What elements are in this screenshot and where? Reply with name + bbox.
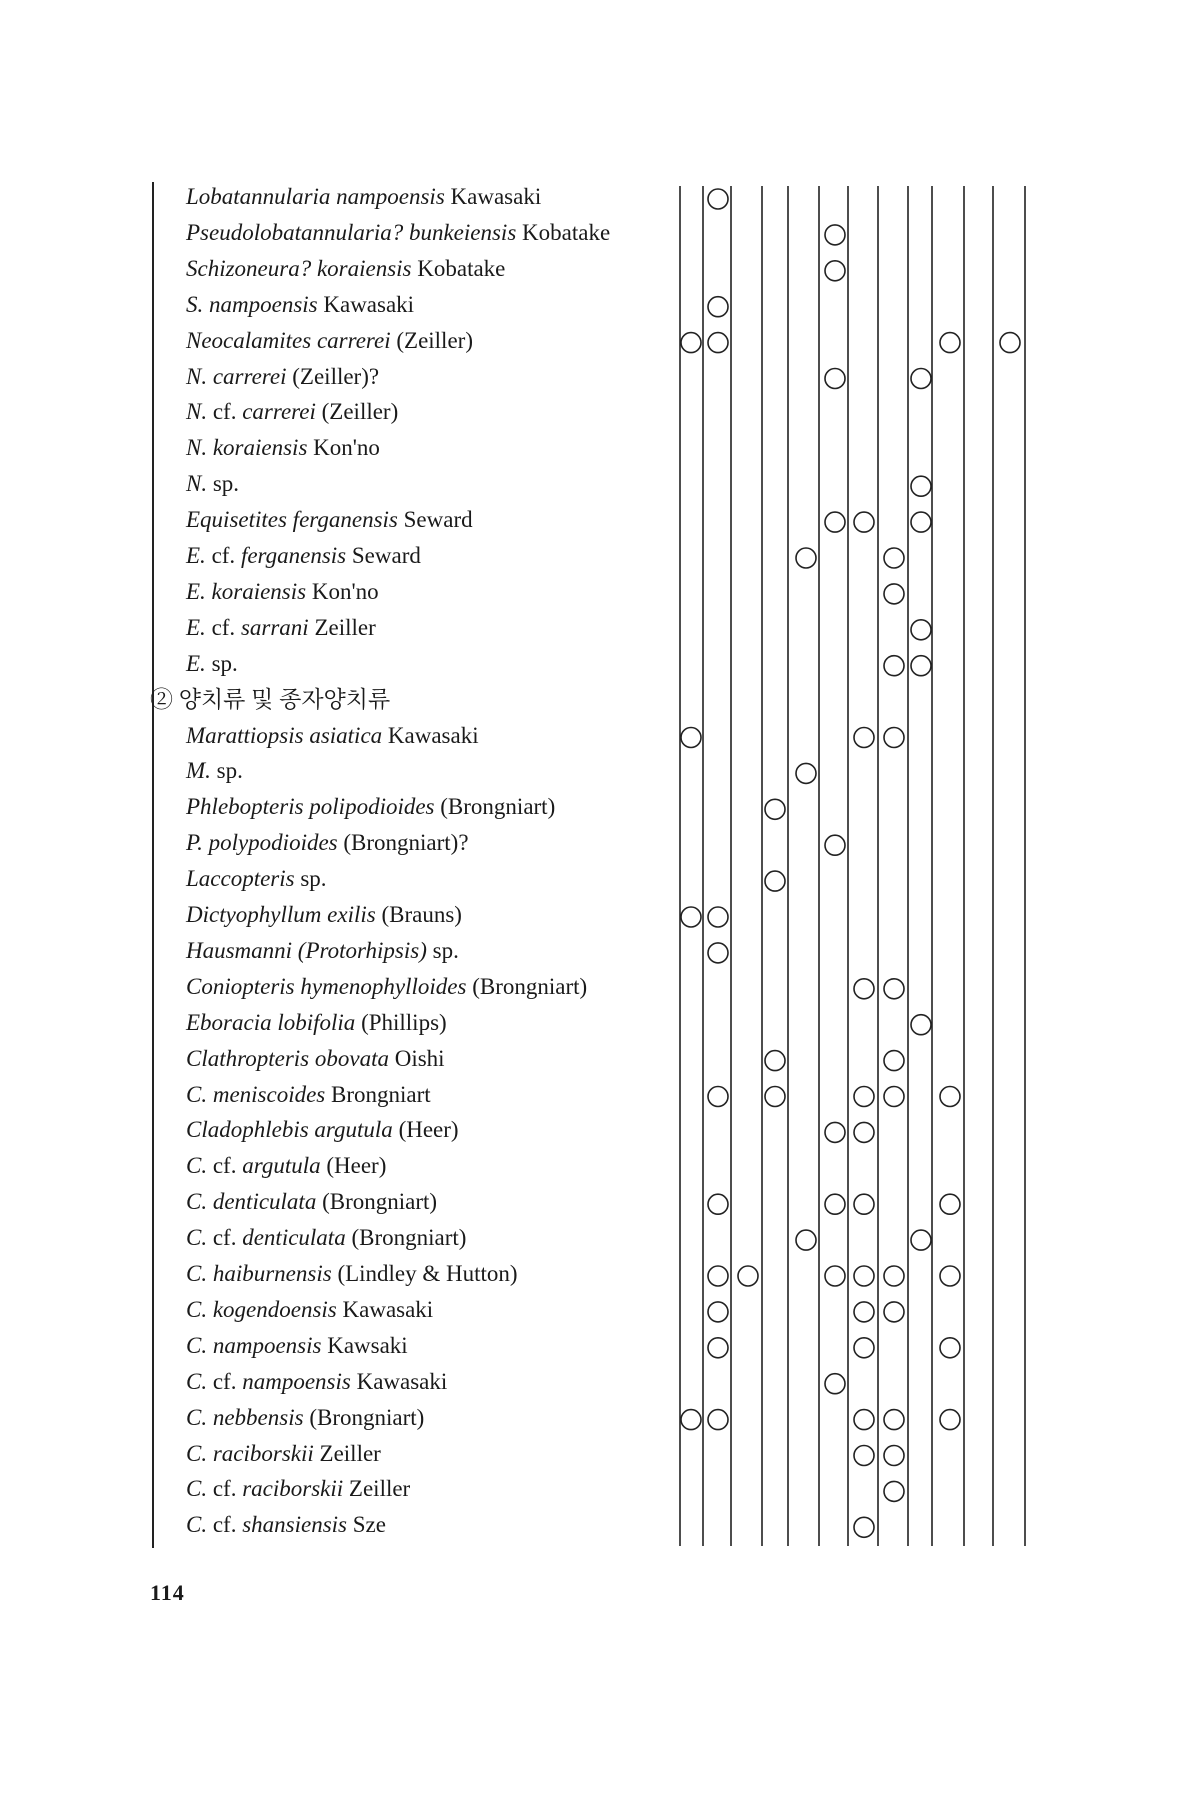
taxon-name: E. koraiensis: [186, 578, 307, 604]
species-name: [186, 1295, 433, 1325]
species-name: [186, 182, 541, 212]
occurrence-circle-icon: [708, 907, 728, 927]
species-name: [186, 756, 243, 786]
occurrence-circle-icon: [708, 333, 728, 353]
occurrence-circle-icon: [854, 1302, 874, 1322]
taxon-author: sp.: [426, 937, 459, 963]
species-name: [186, 828, 469, 858]
occurrence-circle-icon: [940, 1410, 960, 1430]
occurrence-circle-icon: [911, 620, 931, 640]
species-name: [186, 1403, 424, 1433]
taxon-name: raciborskii: [242, 1476, 344, 1502]
species-name: [186, 433, 380, 463]
taxon-name: Marattiopsis asiatica: [186, 722, 383, 748]
occurrence-circle-icon: [911, 369, 931, 389]
taxon-author: (Zeiller): [315, 399, 399, 425]
taxon-name: E.: [186, 614, 206, 640]
taxon-author: Zeiller: [343, 1476, 411, 1502]
species-name: [186, 326, 473, 356]
occurrence-circle-icon: [854, 979, 874, 999]
taxon-name: C. meniscoides: [186, 1081, 326, 1107]
occurrence-circle-icon: [884, 1087, 904, 1107]
species-name: [186, 900, 462, 930]
species-name: [186, 1115, 459, 1145]
species-name: [186, 541, 421, 571]
taxon-name: C.: [186, 1368, 208, 1394]
taxon-name: S. nampoensis: [186, 291, 318, 317]
taxon-author: sp.: [205, 650, 238, 676]
taxon-author: Kawasaki: [350, 1368, 448, 1394]
species-name: [186, 1223, 466, 1253]
taxon-author: sp.: [210, 758, 243, 784]
taxon-author: cf.: [207, 1225, 243, 1251]
occurrence-circle-icon: [765, 799, 785, 819]
species-name: [186, 1080, 431, 1110]
taxon-name: ferganensis: [240, 543, 347, 568]
occurrence-circle-icon: [854, 1338, 874, 1358]
section-heading-label: ② 양치류 및 종자양치류: [150, 686, 391, 712]
occurrence-circle-icon: [884, 548, 904, 568]
taxon-name: N. carrerei: [186, 363, 287, 389]
taxon-name: C.: [186, 1225, 208, 1251]
occurrence-circle-icon: [825, 1266, 845, 1286]
occurrence-circle-icon: [854, 512, 874, 532]
taxon-author: Kobatake: [516, 219, 611, 245]
taxon-author: Zeiller: [308, 614, 376, 640]
taxon-author: sp.: [294, 866, 327, 892]
occurrence-circle-icon: [884, 656, 904, 676]
taxon-name: Equisetites ferganensis: [186, 507, 398, 533]
occurrence-circle-icon: [796, 763, 816, 783]
occurrence-circle-icon: [940, 1194, 960, 1214]
taxon-name: Eboracia lobifolia: [186, 1009, 356, 1035]
taxon-name: sarrani: [240, 614, 309, 640]
taxon-name: Laccopteris: [186, 866, 295, 892]
occurrence-circle-icon: [884, 1266, 904, 1286]
taxon-author: Kawasaki: [336, 1296, 434, 1322]
species-name: [186, 613, 376, 643]
taxon-name: Pseudolobatannularia? bunkeiensis: [186, 219, 517, 245]
species-name: [186, 936, 459, 966]
species-name: [186, 218, 610, 248]
taxon-author: Kawasaki: [382, 722, 479, 748]
occurrence-circle-icon: [1000, 333, 1020, 353]
taxon-author: Sze: [347, 1512, 386, 1538]
occurrence-circle-icon: [825, 369, 845, 389]
taxon-author: cf.: [207, 399, 243, 425]
taxon-name: Neocalamites carrerei: [186, 327, 391, 353]
occurrence-circle-icon: [854, 1517, 874, 1537]
occurrence-circle-icon: [681, 907, 701, 927]
occurrence-circle-icon: [911, 1015, 931, 1035]
occurrence-circle-icon: [708, 1338, 728, 1358]
species-name: [186, 505, 473, 535]
taxon-author: cf.: [207, 1368, 243, 1394]
species-name: [186, 1187, 437, 1217]
occurrence-circle-icon: [825, 1122, 845, 1142]
occurrence-circle-icon: [708, 943, 728, 963]
taxon-name: P. polypodioides: [186, 830, 338, 856]
occurrence-circle-icon: [825, 1194, 845, 1214]
species-name: [186, 972, 587, 1002]
taxon-name: nampoensis: [242, 1368, 351, 1394]
taxon-author: cf.: [205, 614, 241, 640]
taxon-author: Brongniart: [325, 1081, 431, 1107]
occurrence-circle-icon: [854, 1087, 874, 1107]
species-name: [186, 1259, 518, 1289]
species-name: [186, 254, 505, 284]
taxon-author: (Lindley & Hutton): [331, 1261, 518, 1286]
taxon-author: Kobatake: [411, 255, 506, 281]
species-name: [186, 469, 239, 499]
occurrence-circle-icon: [825, 835, 845, 855]
taxon-author: Seward: [397, 507, 473, 533]
occurrence-circle-icon: [940, 333, 960, 353]
occurrence-circle-icon: [765, 1087, 785, 1107]
taxon-name: Cladophlebis argutula: [186, 1117, 393, 1143]
taxon-author: (Heer): [392, 1117, 459, 1143]
taxon-author: Oishi: [388, 1045, 445, 1071]
occurrence-circle-icon: [854, 1122, 874, 1142]
species-name: [186, 290, 414, 320]
page-number: 114: [150, 1580, 185, 1605]
taxon-author: (Zeiller)?: [286, 363, 380, 389]
occurrence-circle-icon: [911, 656, 931, 676]
species-name: [186, 1474, 410, 1504]
occurrence-circle-icon: [884, 1446, 904, 1466]
occurrence-circle-icon: [708, 189, 728, 209]
taxon-name: argutula: [242, 1153, 321, 1179]
taxon-name: carrerei: [242, 399, 316, 425]
taxon-author: Seward: [346, 543, 421, 568]
taxon-name: denticulata: [242, 1225, 346, 1251]
species-name: [186, 1008, 447, 1038]
occurrence-circle-icon: [708, 1087, 728, 1107]
taxon-author: cf.: [207, 1512, 243, 1538]
species-name: [186, 864, 327, 894]
occurrence-circle-icon: [940, 1338, 960, 1358]
species-name: [186, 362, 379, 392]
taxon-name: Lobatannularia nampoensis: [186, 184, 445, 209]
taxon-name: E.: [186, 650, 206, 676]
taxon-author: cf.: [207, 1153, 243, 1179]
taxon-name: C. nampoensis: [186, 1332, 322, 1358]
taxon-author: Kon'no: [307, 435, 380, 461]
occurrence-circle-icon: [825, 512, 845, 532]
species-name: [186, 1439, 381, 1469]
occurrence-circle-icon: [825, 225, 845, 245]
taxon-name: N. koraiensis: [186, 435, 308, 461]
occurrence-circle-icon: [738, 1266, 758, 1286]
taxon-name: E.: [186, 543, 206, 568]
occurrence-circle-icon: [854, 1266, 874, 1286]
taxon-name: Phlebopteris polipodioides: [186, 794, 435, 820]
occurrence-circle-icon: [854, 1446, 874, 1466]
occurrence-circle-icon: [911, 512, 931, 532]
species-name: [186, 1367, 447, 1397]
occurrence-circle-icon: [681, 728, 701, 748]
occurrence-circle-icon: [884, 1481, 904, 1501]
occurrence-circle-icon: [796, 548, 816, 568]
occurrence-circle-icon: [884, 1410, 904, 1430]
occurrence-circle-icon: [854, 728, 874, 748]
taxon-author: (Brauns): [375, 902, 462, 927]
taxon-author: sp.: [207, 471, 240, 497]
taxon-author: (Brongniart)?: [337, 830, 469, 856]
taxon-name: Schizoneura? koraiensis: [186, 255, 412, 281]
taxon-name: C.: [186, 1476, 208, 1502]
occurrence-circle-icon: [825, 261, 845, 281]
species-name: [186, 1510, 386, 1540]
taxon-author: (Zeiller): [390, 327, 473, 353]
occurrence-circle-icon: [708, 1302, 728, 1322]
occurrence-circle-icon: [681, 1410, 701, 1430]
occurrence-circle-icon: [854, 1194, 874, 1214]
taxon-name: N.: [186, 471, 208, 497]
taxon-name: C. raciborskii: [186, 1440, 314, 1466]
species-name: [186, 397, 398, 427]
occurrence-circle-icon: [825, 1374, 845, 1394]
taxon-author: (Brongniart): [316, 1189, 438, 1215]
taxon-name: C. nebbensis: [186, 1404, 304, 1430]
occurrence-circle-icon: [708, 1410, 728, 1430]
taxon-name: C.: [186, 1153, 208, 1179]
taxon-name: N.: [186, 399, 208, 425]
taxon-name: Coniopteris hymenophylloides: [186, 973, 467, 999]
taxon-author: cf.: [205, 543, 241, 568]
occurrence-circle-icon: [708, 297, 728, 317]
occurrence-circle-icon: [765, 871, 785, 891]
occurrence-circle-icon: [911, 476, 931, 496]
occurrence-circle-icon: [940, 1266, 960, 1286]
occurrence-circle-icon: [884, 584, 904, 604]
species-name: [186, 577, 379, 607]
species-name: [186, 1044, 445, 1074]
species-name: [186, 649, 238, 679]
occurrence-circle-icon: [765, 1051, 785, 1071]
taxon-author: Kawsaki: [321, 1332, 408, 1358]
taxon-author: (Brongniart): [303, 1404, 425, 1430]
taxon-author: Kawasaki: [444, 184, 542, 209]
occurrence-circle-icon: [708, 1194, 728, 1214]
taxon-name: C.: [186, 1512, 208, 1538]
occurrence-circle-icon: [884, 1302, 904, 1322]
taxon-author: cf.: [207, 1476, 243, 1502]
occurrence-circle-icon: [796, 1230, 816, 1250]
occurrence-circle-icon: [940, 1087, 960, 1107]
occurrence-circle-icon: [708, 1266, 728, 1286]
taxon-author: (Brongniart): [345, 1225, 467, 1251]
occurrence-circle-icon: [681, 333, 701, 353]
taxon-author: Kon'no: [306, 578, 379, 604]
taxon-name: Hausmanni (Protorhipsis): [186, 937, 427, 963]
species-name: [186, 792, 555, 822]
species-name: [186, 1151, 386, 1181]
taxon-author: (Heer): [320, 1153, 387, 1179]
occurrence-circle-icon: [911, 1230, 931, 1250]
taxon-author: (Phillips): [355, 1009, 447, 1035]
occurrence-circle-icon: [884, 1051, 904, 1071]
occurrence-circle-icon: [884, 979, 904, 999]
taxon-author: Kawasaki: [317, 291, 415, 317]
taxon-name: shansiensis: [242, 1512, 348, 1538]
taxon-name: C. denticulata: [186, 1189, 317, 1215]
species-name: [186, 1331, 408, 1361]
taxon-author: Zeiller: [313, 1440, 381, 1466]
taxon-name: C. kogendoensis: [186, 1296, 337, 1322]
occurrence-circle-icon: [884, 728, 904, 748]
taxon-name: Dictyophyllum exilis: [186, 902, 376, 927]
taxon-name: C. haiburnensis: [186, 1261, 332, 1286]
taxon-author: (Brongniart): [466, 973, 588, 999]
taxon-author: (Brongniart): [434, 794, 556, 820]
taxon-name: Clathropteris obovata: [186, 1045, 389, 1071]
occurrence-circle-icon: [854, 1410, 874, 1430]
taxon-name: M.: [186, 758, 211, 784]
species-name: [186, 721, 479, 751]
